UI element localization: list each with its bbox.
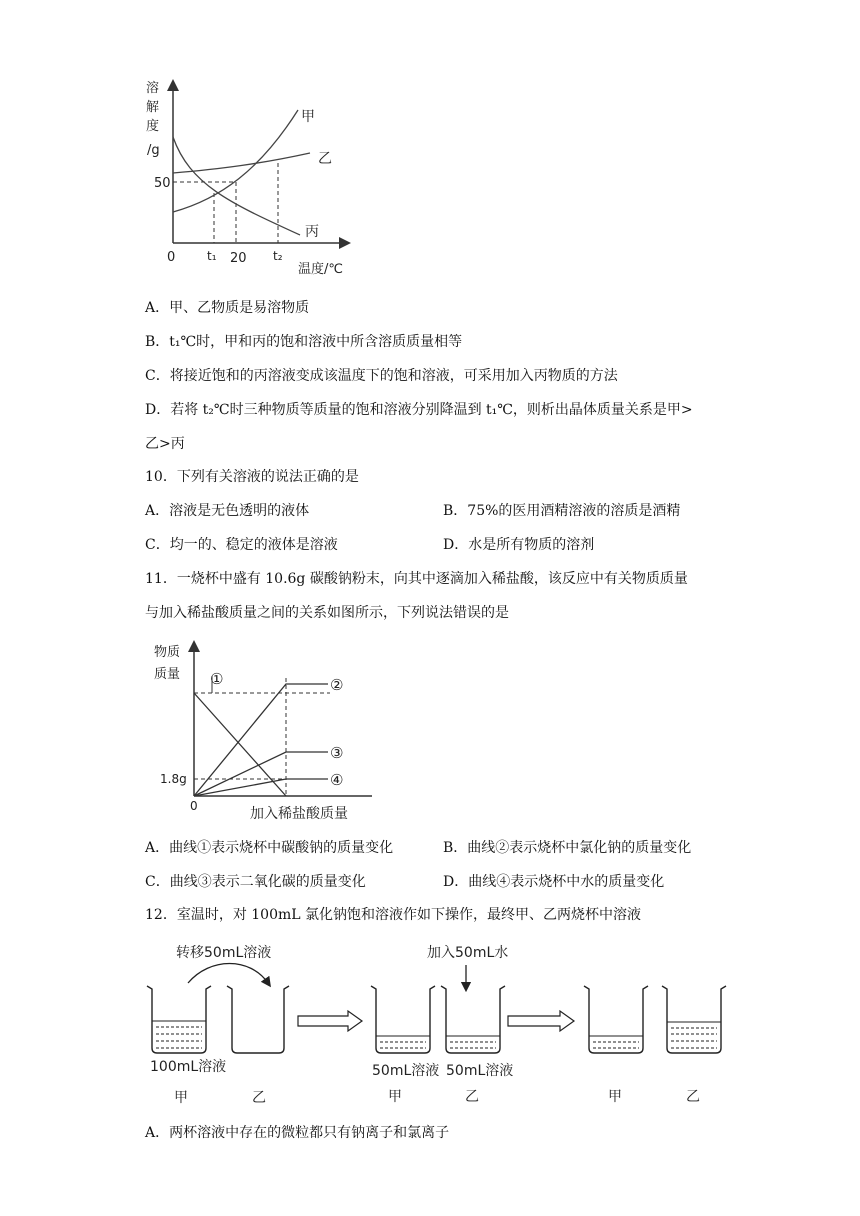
half-volume-label-b: 50mL溶液 xyxy=(446,1063,514,1079)
q9-option-d-cont: 乙>丙 xyxy=(145,436,185,452)
origin-label: 0 xyxy=(190,799,198,813)
curve-yi xyxy=(173,153,310,173)
q10-stem: 10．下列有关溶液的说法正确的是 xyxy=(145,469,359,485)
y-axis-label-4: /g xyxy=(147,143,160,158)
y-axis-label-1: 物质 xyxy=(154,645,181,660)
add-water-label: 加入50mL水 xyxy=(427,945,509,961)
curve-4 xyxy=(194,779,328,796)
y-axis-label-3: 度 xyxy=(146,119,160,134)
beaker-a-full xyxy=(147,986,211,1053)
q9-option-b: B．t₁℃时，甲和丙的饱和溶液中所含溶质质量相等 xyxy=(145,334,463,350)
beaker-a-final xyxy=(584,986,648,1053)
q10-option-c: C．均一的、稳定的液体是溶液 xyxy=(145,537,338,553)
q10-option-a: A．溶液是无色透明的液体 xyxy=(145,503,310,519)
q11-option-d: D．曲线④表示烧杯中水的质量变化 xyxy=(443,874,665,890)
half-volume-label-a: 50mL溶液 xyxy=(372,1063,440,1079)
beaker-b-empty xyxy=(227,986,289,1053)
step-arrow-2 xyxy=(508,1011,574,1031)
q12-option-a: A．两杯溶液中存在的微粒都只有钠离子和氯离子 xyxy=(145,1125,450,1141)
beaker-a-label-1: 甲 xyxy=(174,1090,188,1106)
transfer-label: 转移50mL溶液 xyxy=(176,945,272,961)
beaker-b-label-2: 乙 xyxy=(465,1089,479,1105)
q11-stem-line1: 11．一烧杯中盛有 10.6g 碳酸钠粉末，向其中逐滴加入稀盐酸，该反应中有关物质质量 xyxy=(145,571,688,587)
beaker-diagram xyxy=(140,935,740,1110)
beaker-b-final xyxy=(662,986,726,1053)
x-tick-t1: t₁ xyxy=(207,249,217,263)
q11-option-c: C．曲线③表示二氧化碳的质量变化 xyxy=(145,874,366,890)
x-tick-20: 20 xyxy=(230,251,247,266)
x-tick-t2: t₂ xyxy=(273,249,283,263)
beaker-a-label-2: 甲 xyxy=(388,1089,402,1105)
beaker-a-label-3: 甲 xyxy=(608,1089,622,1105)
q10-option-b: B．75%的医用酒精溶液的溶质是酒精 xyxy=(443,503,681,519)
label-bing: 丙 xyxy=(305,224,319,240)
solubility-chart xyxy=(140,75,360,280)
start-volume-label: 100mL溶液 xyxy=(150,1059,227,1075)
label-curve-1: ① xyxy=(210,670,224,688)
beaker-b-label-3: 乙 xyxy=(686,1089,700,1105)
q10-option-d: D．水是所有物质的溶剂 xyxy=(443,537,595,553)
q11-stem-line2: 与加入稀盐酸质量之间的关系如图所示，下列说法错误的是 xyxy=(145,605,509,621)
origin-label: 0 xyxy=(167,250,176,265)
step-arrow-1 xyxy=(298,1011,362,1031)
x-axis-label: 加入稀盐酸质量 xyxy=(250,806,348,822)
x-axis-label: 温度/℃ xyxy=(298,262,343,277)
curve-1 xyxy=(194,693,286,796)
q12-stem: 12．室温时，对 100mL 氯化钠饱和溶液作如下操作，最终甲、乙两烧杯中溶液 xyxy=(145,907,642,923)
q9-option-a: A．甲、乙物质是易溶物质 xyxy=(145,300,310,316)
label-yi: 乙 xyxy=(318,151,332,167)
q9-option-c: C．将接近饱和的丙溶液变成该温度下的饱和溶液，可采用加入丙物质的方法 xyxy=(145,368,618,384)
label-jia: 甲 xyxy=(301,109,315,125)
beaker-b-half xyxy=(441,986,505,1053)
q11-option-a: A．曲线①表示烧杯中碳酸钠的质量变化 xyxy=(145,840,394,856)
beaker-a-half xyxy=(371,986,435,1053)
transfer-arrow xyxy=(188,964,268,984)
q11-option-b: B．曲线②表示烧杯中氯化钠的质量变化 xyxy=(443,840,692,856)
y-tick-1p8: 1.8g xyxy=(160,772,187,786)
y-axis-label-2: 解 xyxy=(146,100,160,115)
beaker-b-label-1: 乙 xyxy=(252,1090,266,1106)
y-axis-label-1: 溶 xyxy=(146,81,160,96)
label-curve-3: ③ xyxy=(330,744,344,762)
y-tick-50: 50 xyxy=(154,176,171,191)
y-axis-label-2: 质量 xyxy=(154,667,181,682)
label-curve-2: ② xyxy=(330,676,344,694)
curve-3 xyxy=(194,752,328,796)
label-curve-4: ④ xyxy=(330,771,344,789)
q9-option-d: D．若将 t₂℃时三种物质等质量的饱和溶液分别降温到 t₁℃，则析出晶体质量关系是甲> xyxy=(145,402,693,418)
reaction-mass-chart xyxy=(150,638,380,828)
